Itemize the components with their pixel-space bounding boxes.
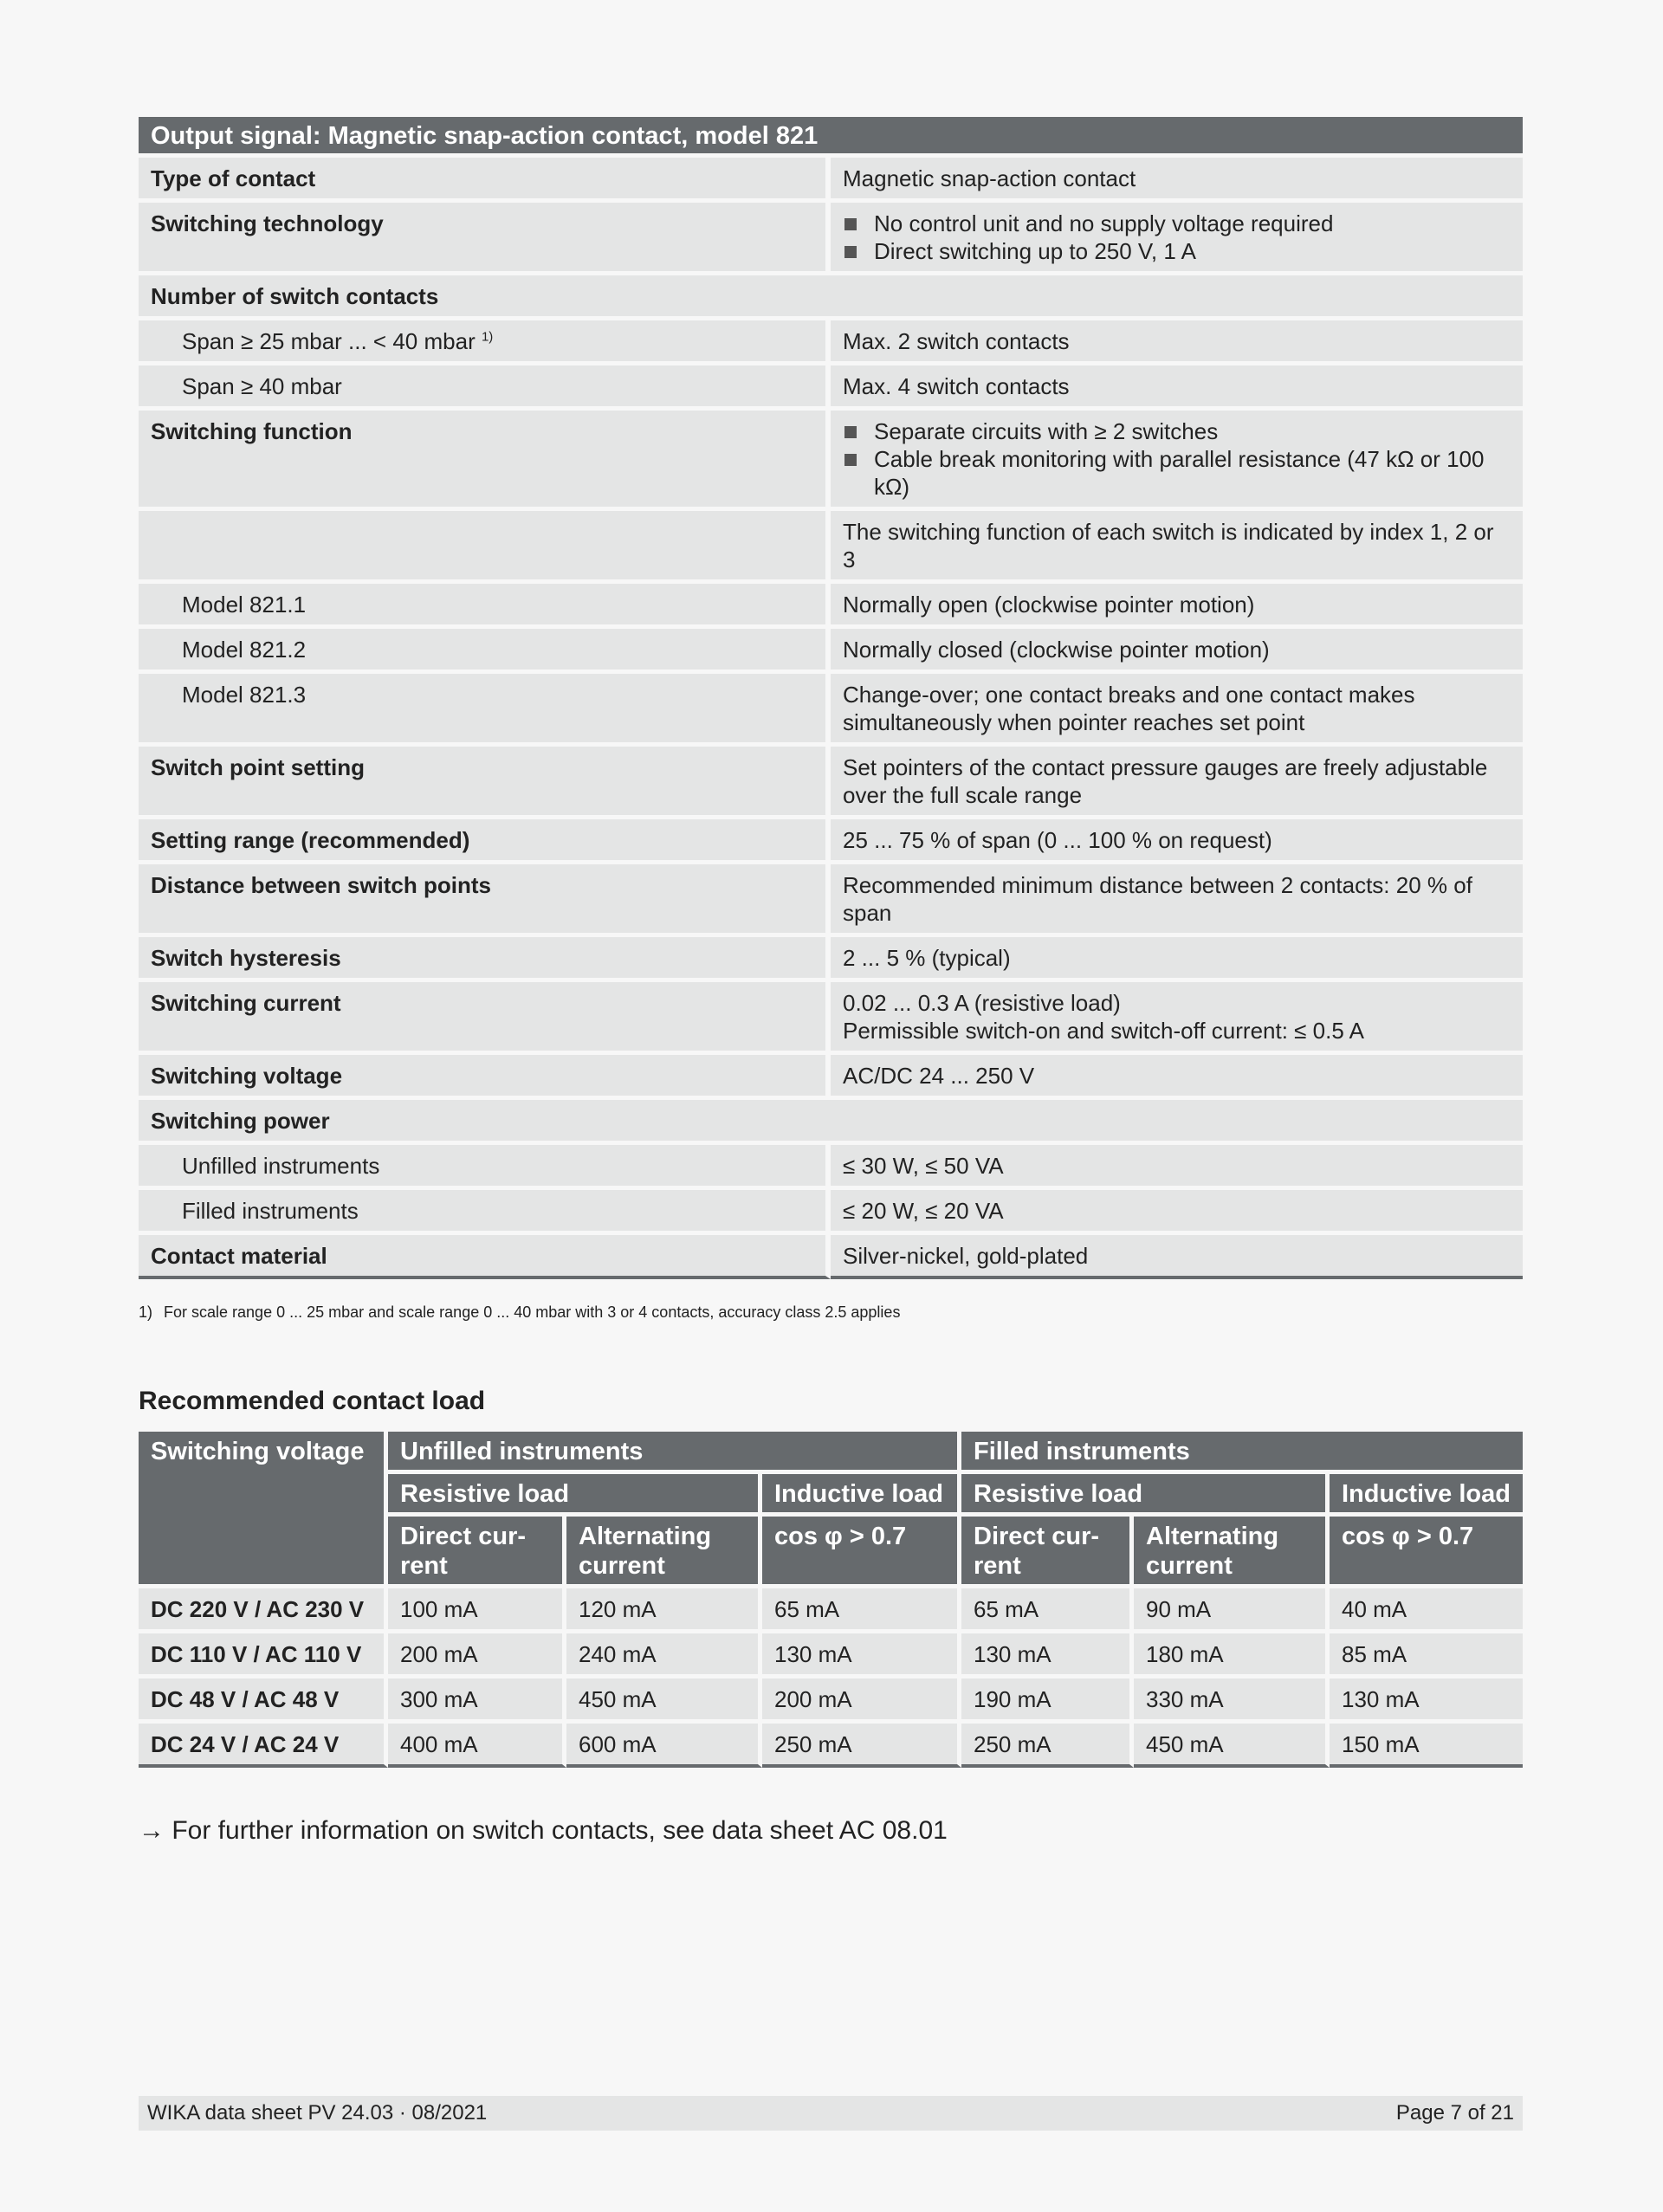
spec-row — [139, 937, 1523, 982]
spec-row — [139, 1100, 1523, 1145]
spec-label: Model 821.2 — [139, 629, 831, 674]
spec-value: AC/DC 24 ... 250 V — [831, 1055, 1523, 1100]
voltage-cell: DC 110 V / AC 110 V — [139, 1633, 388, 1678]
spec-row — [139, 158, 1523, 203]
header-direct-current-filled: Direct cur- rent — [961, 1517, 1134, 1588]
spec-row — [139, 1190, 1523, 1235]
header-inductive-load-unfilled: Inductive load — [762, 1474, 961, 1517]
spec-row — [139, 320, 1523, 365]
footnote-ref: 1) — [481, 329, 494, 345]
spec-label: Switching voltage — [139, 1055, 831, 1100]
load-cell: 200 mA — [762, 1678, 961, 1724]
spec-value — [831, 203, 1523, 275]
header-unfilled-instruments: Unfilled instruments — [388, 1432, 961, 1474]
footer-page-number: Page 7 of 21 — [1395, 2101, 1514, 2125]
spec-table — [139, 117, 1523, 1279]
header-filled-instruments: Filled instruments — [961, 1432, 1523, 1474]
header-switching-voltage: Switching voltage — [139, 1432, 388, 1588]
spec-label: Number of switch contacts — [139, 275, 1523, 320]
spec-table-title: Output signal: Magnetic snap-action contact, model 821 — [139, 117, 1523, 158]
header-cos-phi-unfilled: cos φ > 0.7 — [762, 1517, 961, 1588]
spec-value: Normally open (clockwise pointer motion) — [831, 584, 1523, 629]
table-row — [139, 1633, 1523, 1678]
table-row — [139, 1678, 1523, 1724]
spec-label: Switch hysteresis — [139, 937, 831, 982]
spec-label: Setting range (recommended) — [139, 819, 831, 864]
load-cell: 40 mA — [1330, 1588, 1523, 1633]
spec-row — [139, 674, 1523, 747]
spec-label: Model 821.3 — [139, 674, 831, 747]
load-cell: 100 mA — [388, 1588, 566, 1633]
header-resistive-load-unfilled: Resistive load — [388, 1474, 762, 1517]
load-cell: 65 mA — [762, 1588, 961, 1633]
bullet-item: Separate circuits with ≥ 2 switches — [843, 417, 1511, 445]
header-direct-current-unfilled: Direct cur- rent — [388, 1517, 566, 1588]
spec-label: Switching current — [139, 982, 831, 1055]
spec-value: The switching function of each switch is indicated by index 1, 2 or 3 — [831, 511, 1523, 584]
spec-value: 25 ... 75 % of span (0 ... 100 % on request) — [831, 819, 1523, 864]
voltage-cell: DC 220 V / AC 230 V — [139, 1588, 388, 1633]
spec-row — [139, 864, 1523, 937]
load-cell: 130 mA — [961, 1633, 1134, 1678]
spec-row — [139, 982, 1523, 1055]
header-inductive-load-filled: Inductive load — [1330, 1474, 1523, 1517]
load-cell: 400 mA — [388, 1724, 566, 1768]
spec-value: Max. 4 switch contacts — [831, 365, 1523, 411]
load-cell: 130 mA — [762, 1633, 961, 1678]
spec-value: Silver-nickel, gold-plated — [831, 1235, 1523, 1279]
spec-value: 0.02 ... 0.3 A (resistive load) Permissible switch-on and switch-off current: ≤ 0.5 A — [831, 982, 1523, 1055]
spec-label: Switch point setting — [139, 747, 831, 819]
spec-row — [139, 584, 1523, 629]
footer-document-id: WIKA data sheet PV 24.03 · 08/2021 — [147, 2101, 488, 2125]
contact-load-heading: Recommended contact load — [139, 1387, 486, 1415]
load-cell: 450 mA — [566, 1678, 762, 1724]
spec-label: Model 821.1 — [139, 584, 831, 629]
table-row — [139, 1724, 1523, 1768]
spec-row — [139, 275, 1523, 320]
load-cell: 240 mA — [566, 1633, 762, 1678]
contact-load-table — [139, 1432, 1523, 1768]
spec-label: Switching function — [139, 411, 831, 511]
load-cell: 85 mA — [1330, 1633, 1523, 1678]
load-cell: 190 mA — [961, 1678, 1134, 1724]
bullet-item: Direct switching up to 250 V, 1 A — [843, 237, 1511, 265]
spec-row — [139, 1145, 1523, 1190]
spec-row — [139, 1235, 1523, 1279]
header-cos-phi-filled: cos φ > 0.7 — [1330, 1517, 1523, 1588]
spec-label: Unfilled instruments — [139, 1145, 831, 1190]
spec-label: Contact material — [139, 1235, 831, 1279]
spec-value: Set pointers of the contact pressure gauges are freely adjustable over the full scale range — [831, 747, 1523, 819]
spec-label: Filled instruments — [139, 1190, 831, 1235]
further-info-link-text: → For further information on switch contacts, see data sheet AC 08.01 — [139, 1816, 948, 1845]
spec-value: Normally closed (clockwise pointer motion) — [831, 629, 1523, 674]
header-alternating-current-filled: Alternating current — [1134, 1517, 1330, 1588]
spec-row — [139, 511, 1523, 584]
load-cell: 300 mA — [388, 1678, 566, 1724]
spec-row — [139, 411, 1523, 511]
bullet-item: No control unit and no supply voltage required — [843, 210, 1511, 237]
load-cell: 65 mA — [961, 1588, 1134, 1633]
spec-row — [139, 819, 1523, 864]
spec-label — [139, 511, 831, 584]
footnote-text: For scale range 0 ... 25 mbar and scale range 0 ... 40 mbar with 3 or 4 contacts, accuracy class 2.5 applies — [164, 1303, 901, 1321]
spec-value: ≤ 30 W, ≤ 50 VA — [831, 1145, 1523, 1190]
spec-value: 2 ... 5 % (typical) — [831, 937, 1523, 982]
spec-row — [139, 1055, 1523, 1100]
load-cell: 330 mA — [1134, 1678, 1330, 1724]
spec-value: Change-over; one contact breaks and one contact makes simultaneously when pointer reaches set point — [831, 674, 1523, 747]
spec-value: Max. 2 switch contacts — [831, 320, 1523, 365]
spec-label: Distance between switch points — [139, 864, 831, 937]
spec-label: Span ≥ 25 mbar ... < 40 mbar $^{1)}$ — [139, 320, 831, 365]
bullet-item: Cable break monitoring with parallel resistance (47 kΩ or 100 kΩ) — [843, 445, 1511, 501]
load-cell: 200 mA — [388, 1633, 566, 1678]
voltage-cell: DC 24 V / AC 24 V — [139, 1724, 388, 1768]
spec-row — [139, 747, 1523, 819]
spec-label: Span ≥ 40 mbar — [139, 365, 831, 411]
load-cell: 250 mA — [762, 1724, 961, 1768]
load-cell: 450 mA — [1134, 1724, 1330, 1768]
spec-value: Magnetic snap-action contact — [831, 158, 1523, 203]
page-footer — [139, 2096, 1523, 2131]
load-cell: 90 mA — [1134, 1588, 1330, 1633]
footnote — [139, 1303, 1523, 1322]
load-cell: 150 mA — [1330, 1724, 1523, 1768]
page-content — [139, 117, 1523, 1846]
load-cell: 180 mA — [1134, 1633, 1330, 1678]
table-row — [139, 1588, 1523, 1633]
spec-row — [139, 365, 1523, 411]
load-cell: 250 mA — [961, 1724, 1134, 1768]
footnote-number: 1) — [139, 1303, 153, 1321]
spec-value: ≤ 20 W, ≤ 20 VA — [831, 1190, 1523, 1235]
load-cell: 120 mA — [566, 1588, 762, 1633]
spec-row — [139, 629, 1523, 674]
header-resistive-load-filled: Resistive load — [961, 1474, 1330, 1517]
spec-value — [831, 411, 1523, 511]
voltage-cell: DC 48 V / AC 48 V — [139, 1678, 388, 1724]
header-alternating-current-unfilled: Alternating current — [566, 1517, 762, 1588]
spec-value: Recommended minimum distance between 2 contacts: 20 % of span — [831, 864, 1523, 937]
spec-row — [139, 203, 1523, 275]
spec-label: Switching technology — [139, 203, 831, 275]
load-cell: 130 mA — [1330, 1678, 1523, 1724]
load-cell: 600 mA — [566, 1724, 762, 1768]
spec-label: Type of contact — [139, 158, 831, 203]
spec-label: Switching power — [139, 1100, 1523, 1145]
